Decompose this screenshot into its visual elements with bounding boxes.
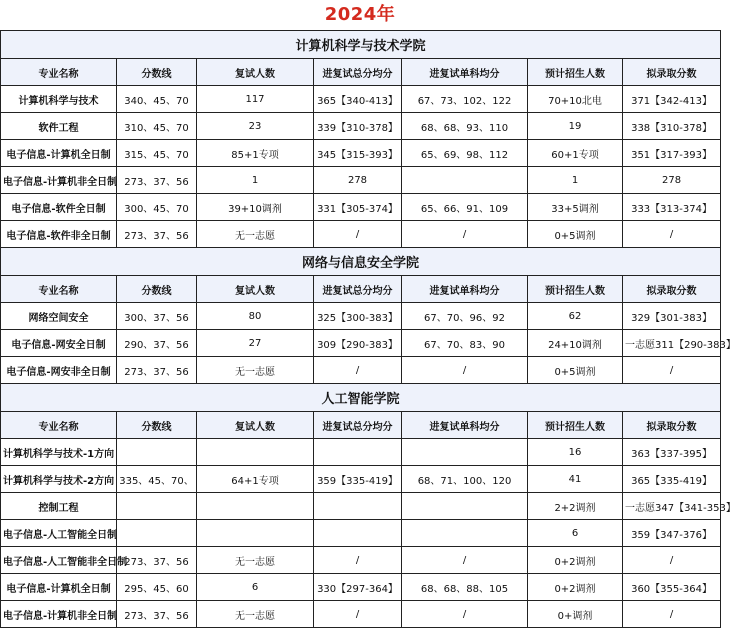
planned-enrollment-cell: 0+5调剂	[528, 357, 623, 384]
column-header: 分数线	[117, 59, 197, 86]
column-header: 预计招生人数	[528, 412, 623, 439]
column-header: 专业名称	[1, 276, 117, 303]
major-name-cell: 电子信息-软件全日制	[1, 194, 117, 221]
major-name-cell: 电子信息-网安非全日制	[1, 357, 117, 384]
score-line-cell: 295、45、60	[117, 574, 197, 601]
section-title: 网络与信息安全学院	[1, 248, 721, 276]
retest-count-cell: 80	[197, 303, 314, 330]
column-header: 分数线	[117, 276, 197, 303]
year-title: 2024年	[324, 4, 396, 25]
column-header: 分数线	[117, 412, 197, 439]
column-header: 进复试总分均分	[314, 276, 402, 303]
retest-count-cell	[197, 439, 314, 466]
planned-enrollment-cell: 6	[528, 520, 623, 547]
column-header: 拟录取分数	[623, 59, 721, 86]
retest-count-cell: 117	[197, 86, 314, 113]
retest-total-avg-cell: /	[314, 601, 402, 628]
table-row	[1, 466, 721, 493]
retest-subject-avg-cell: 68、68、88、105	[402, 574, 528, 601]
admission-score-cell: 329【301-383】	[623, 303, 721, 330]
admission-score-cell: 371【342-413】	[623, 86, 721, 113]
retest-subject-avg-cell: 67、70、96、92	[402, 303, 528, 330]
score-line-cell: 340、45、70	[117, 86, 197, 113]
major-name-cell: 电子信息-计算机全日制	[1, 574, 117, 601]
retest-total-avg-cell: 345【315-393】	[314, 140, 402, 167]
planned-enrollment-cell: 19	[528, 113, 623, 140]
planned-enrollment-cell: 70+10北电	[528, 86, 623, 113]
table-row	[1, 547, 721, 574]
retest-total-avg-cell: 278	[314, 167, 402, 194]
planned-enrollment-cell: 2+2调剂	[528, 493, 623, 520]
admission-table	[0, 30, 736, 628]
major-name-cell: 计算机科学与技术-2方向	[1, 466, 117, 493]
retest-count-cell: 无一志愿	[197, 357, 314, 384]
table-row	[1, 140, 721, 167]
admission-score-cell: 333【313-374】	[623, 194, 721, 221]
retest-count-cell: 1	[197, 167, 314, 194]
retest-subject-avg-cell	[402, 439, 528, 466]
score-line-cell: 300、45、70	[117, 194, 197, 221]
section-title-row	[1, 384, 721, 412]
admission-score-cell: 359【347-376】	[623, 520, 721, 547]
retest-total-avg-cell: /	[314, 221, 402, 248]
column-header: 进复试单科均分	[402, 412, 528, 439]
admission-score-cell: 360【355-364】	[623, 574, 721, 601]
score-line-cell: 273、37、56	[117, 357, 197, 384]
retest-subject-avg-cell	[402, 493, 528, 520]
retest-count-cell: 6	[197, 574, 314, 601]
section-title-row	[1, 248, 721, 276]
admission-score-cell: /	[623, 221, 721, 248]
retest-subject-avg-cell: /	[402, 221, 528, 248]
retest-total-avg-cell	[314, 520, 402, 547]
table-row	[1, 439, 721, 466]
retest-total-avg-cell: 339【310-378】	[314, 113, 402, 140]
retest-total-avg-cell: 359【335-419】	[314, 466, 402, 493]
retest-total-avg-cell: /	[314, 357, 402, 384]
section-title-row	[1, 31, 721, 59]
admission-score-cell: 278	[623, 167, 721, 194]
table-row	[1, 167, 721, 194]
major-name-cell: 电子信息-软件非全日制	[1, 221, 117, 248]
column-header-row	[1, 412, 721, 439]
admission-score-cell: 一志愿347【341-353】	[623, 493, 721, 520]
retest-count-cell	[197, 493, 314, 520]
admission-score-cell: 351【317-393】	[623, 140, 721, 167]
major-name-cell: 软件工程	[1, 113, 117, 140]
planned-enrollment-cell: 0+2调剂	[528, 547, 623, 574]
column-header: 拟录取分数	[623, 412, 721, 439]
score-line-cell: 290、37、56	[117, 330, 197, 357]
score-line-cell: 273、37、56	[117, 601, 197, 628]
column-header: 进复试总分均分	[314, 59, 402, 86]
column-header: 进复试单科均分	[402, 59, 528, 86]
retest-count-cell: 无一志愿	[197, 601, 314, 628]
retest-subject-avg-cell: 65、69、98、112	[402, 140, 528, 167]
table-row	[1, 574, 721, 601]
major-name-cell: 电子信息-计算机非全日制	[1, 601, 117, 628]
retest-total-avg-cell	[314, 493, 402, 520]
admission-score-cell: 一志愿311【290-383】	[623, 330, 721, 357]
table-row	[1, 303, 721, 330]
column-header: 复试人数	[197, 59, 314, 86]
section-title: 人工智能学院	[1, 384, 721, 412]
column-header: 专业名称	[1, 412, 117, 439]
retest-total-avg-cell: 331【305-374】	[314, 194, 402, 221]
retest-count-cell: 85+1专项	[197, 140, 314, 167]
major-name-cell: 网络空间安全	[1, 303, 117, 330]
table-row	[1, 357, 721, 384]
major-name-cell: 计算机科学与技术-1方向	[1, 439, 117, 466]
planned-enrollment-cell: 0+5调剂	[528, 221, 623, 248]
major-name-cell: 电子信息-计算机非全日制	[1, 167, 117, 194]
planned-enrollment-cell: 41	[528, 466, 623, 493]
retest-subject-avg-cell: /	[402, 357, 528, 384]
planned-enrollment-cell: 0+调剂	[528, 601, 623, 628]
score-line-cell: 310、45、70	[117, 113, 197, 140]
retest-subject-avg-cell: 68、68、93、110	[402, 113, 528, 140]
retest-count-cell: 无一志愿	[197, 221, 314, 248]
major-name-cell: 电子信息-人工智能非全日制	[1, 547, 117, 574]
retest-subject-avg-cell: 65、66、91、109	[402, 194, 528, 221]
retest-total-avg-cell: /	[314, 547, 402, 574]
major-name-cell: 电子信息-网安全日制	[1, 330, 117, 357]
retest-total-avg-cell: 365【340-413】	[314, 86, 402, 113]
table-row	[1, 330, 721, 357]
planned-enrollment-cell: 1	[528, 167, 623, 194]
retest-total-avg-cell: 325【300-383】	[314, 303, 402, 330]
retest-total-avg-cell	[314, 439, 402, 466]
retest-subject-avg-cell: 67、70、83、90	[402, 330, 528, 357]
admission-score-cell: /	[623, 547, 721, 574]
retest-total-avg-cell: 330【297-364】	[314, 574, 402, 601]
admission-score-cell: 338【310-378】	[623, 113, 721, 140]
retest-count-cell: 39+10调剂	[197, 194, 314, 221]
major-name-cell: 电子信息-人工智能全日制	[1, 520, 117, 547]
retest-subject-avg-cell: 68、71、100、120	[402, 466, 528, 493]
column-header: 进复试总分均分	[314, 412, 402, 439]
planned-enrollment-cell: 16	[528, 439, 623, 466]
retest-count-cell: 23	[197, 113, 314, 140]
score-line-cell	[117, 439, 197, 466]
column-header: 拟录取分数	[623, 276, 721, 303]
column-header: 专业名称	[1, 59, 117, 86]
retest-count-cell: 64+1专项	[197, 466, 314, 493]
column-header: 复试人数	[197, 412, 314, 439]
table-row	[1, 194, 721, 221]
retest-subject-avg-cell: /	[402, 601, 528, 628]
retest-subject-avg-cell: 67、73、102、122	[402, 86, 528, 113]
column-header: 预计招生人数	[528, 276, 623, 303]
planned-enrollment-cell: 33+5调剂	[528, 194, 623, 221]
score-line-cell: 300、37、56	[117, 303, 197, 330]
score-line-cell	[117, 493, 197, 520]
major-name-cell: 控制工程	[1, 493, 117, 520]
admission-score-cell: /	[623, 601, 721, 628]
planned-enrollment-cell: 62	[528, 303, 623, 330]
table-row	[1, 221, 721, 248]
planned-enrollment-cell: 24+10调剂	[528, 330, 623, 357]
section-title: 计算机科学与技术学院	[1, 31, 721, 59]
score-line-cell: 273、37、56	[117, 167, 197, 194]
planned-enrollment-cell: 0+2调剂	[528, 574, 623, 601]
table-row	[1, 113, 721, 140]
retest-count-cell: 27	[197, 330, 314, 357]
admission-score-cell: /	[623, 357, 721, 384]
major-name-cell: 电子信息-计算机全日制	[1, 140, 117, 167]
column-header: 进复试单科均分	[402, 276, 528, 303]
score-line-cell: 273、37、56	[117, 547, 197, 574]
column-header: 复试人数	[197, 276, 314, 303]
score-line-cell: 273、37、56	[117, 221, 197, 248]
column-header-row	[1, 59, 721, 86]
table-row	[1, 601, 721, 628]
retest-subject-avg-cell	[402, 167, 528, 194]
column-header-row	[1, 276, 721, 303]
table-row	[1, 86, 721, 113]
retest-total-avg-cell: 309【290-383】	[314, 330, 402, 357]
score-line-cell: 335、45、70、	[117, 466, 197, 493]
retest-count-cell: 无一志愿	[197, 547, 314, 574]
admission-score-cell: 363【337-395】	[623, 439, 721, 466]
score-line-cell	[117, 520, 197, 547]
admission-score-cell: 365【335-419】	[623, 466, 721, 493]
major-name-cell: 计算机科学与技术	[1, 86, 117, 113]
retest-subject-avg-cell	[402, 520, 528, 547]
column-header: 预计招生人数	[528, 59, 623, 86]
table-row	[1, 493, 721, 520]
retest-subject-avg-cell: /	[402, 547, 528, 574]
retest-count-cell	[197, 520, 314, 547]
planned-enrollment-cell: 60+1专项	[528, 140, 623, 167]
table-row	[1, 520, 721, 547]
score-line-cell: 315、45、70	[117, 140, 197, 167]
